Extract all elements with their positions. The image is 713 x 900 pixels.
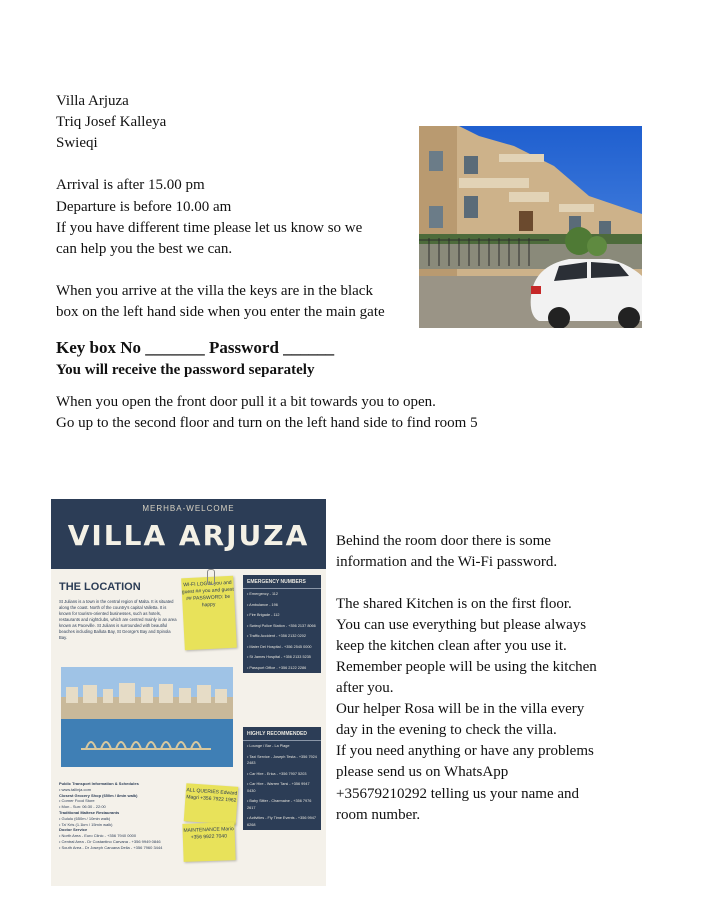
- arrival-text: Arrival is after 15.00 pm: [56, 177, 205, 193]
- info-line: Our helper Rosa will be in the villa every: [336, 701, 585, 717]
- info-line: Behind the room door there is some: [336, 533, 551, 549]
- emergency-item: • Mater Dei Hospital - +356 2545 0000: [247, 644, 312, 649]
- emergency-item: • Swieqi Police Station - +356 2137 8066: [247, 623, 316, 628]
- transport-line: • Central Area - Dr Costantino Carvana - +356 9949 0846: [59, 838, 161, 844]
- transport-line: • www.tallinja.com: [59, 786, 92, 792]
- emergency-panel: [243, 575, 321, 673]
- info-line: please send us on WhatsApp: [336, 764, 509, 780]
- recommended-item: • Activities - Fly Time Events - +356 9947 6268: [247, 816, 316, 827]
- villa-photo-image: [419, 126, 642, 328]
- transport-line: • Corner Food Store: [59, 798, 95, 804]
- villa-photo: [419, 126, 642, 328]
- recommended-panel: [243, 727, 321, 830]
- emergency-item: • St James Hospital - +356 2133 5235: [247, 655, 311, 659]
- transport-info: [59, 781, 189, 851]
- transport-line: • South Area - Dr Joseph Caruana Delia - +356 7960 3444: [59, 844, 163, 850]
- poster-welcome: MERHBA-WELCOME: [142, 504, 235, 513]
- recommended-heading: HIGHLY RECOMMENDED: [243, 727, 321, 741]
- info-line: after you.: [336, 680, 394, 696]
- info-line: The shared Kitchen is on the first floor.: [336, 596, 572, 612]
- emergency-item: • Passport Office - +356 2122 2286: [247, 665, 307, 670]
- info-line: day in the evening to check the villa.: [336, 722, 557, 738]
- recommended-item: • Taxi Service - Joseph Testa - +356 7924 2483: [247, 754, 317, 765]
- emergency-item: • Fire Brigade - 112: [247, 613, 280, 617]
- transport-line: Traditional Maltese Restaurants: [59, 809, 120, 815]
- keys-text-2: box on the left hand side when you enter the main gate: [56, 304, 385, 320]
- transport-line: Public Transport Information & Schedules: [59, 781, 139, 786]
- info-line: keep the kitchen clean after you use it.: [336, 638, 567, 654]
- wifi-sticky-note: WI-FI LOGIN you and guest ## you and guest ## PASSWORD: be happy: [181, 576, 237, 651]
- transport-line: Doctor Service: [59, 827, 88, 833]
- whatsapp-number-line: +35679210292 telling us your name and: [336, 786, 580, 802]
- transport-line: • Mon - Sun: 06:30 - 22:00: [59, 804, 106, 810]
- transport-line: • Ta' Kris (1.1km / 15min walk): [59, 821, 113, 827]
- poster-header: [51, 499, 326, 569]
- queries-sticky-note: ALL QUERIES Edward Magri +356 7922 1962: [184, 783, 239, 825]
- recommended-item: • Lounge / Bar - La Plage: [247, 744, 290, 748]
- password-note: You will receive the password separately: [56, 362, 315, 378]
- recommended-item: • Car Hire - Erica - +356 7907 5203: [247, 771, 307, 776]
- poster-photo: [61, 667, 233, 767]
- keys-text-1: When you arrive at the villa the keys are in the black: [56, 283, 373, 299]
- transport-line: Closest Grocery Shop (650m / 8min walk): [59, 792, 138, 798]
- welcome-poster: [51, 499, 326, 886]
- info-line: If you need anything or have any problems: [336, 743, 594, 759]
- emergency-item: • Ambulance - 196: [247, 602, 278, 607]
- door-text-2: Go up to the second floor and turn on the left hand side to find room 5: [56, 415, 478, 431]
- location-heading: THE LOCATION: [59, 581, 141, 593]
- emergency-heading: EMERGENCY NUMBERS: [243, 575, 321, 589]
- transport-line: • Gululu (650m / 10min walk): [59, 815, 111, 821]
- recommended-item: • Baby Sitter - Charmaine - +356 7976 2617: [247, 799, 312, 810]
- help-text: can help you the best we can.: [56, 241, 233, 257]
- transport-line: • North Area - Euro Clinic - +356 7940 0000: [59, 833, 137, 839]
- emergency-item: • Traffic Accident - +356 2132 0202: [247, 634, 306, 638]
- address-line-3: Swieqi: [56, 135, 98, 151]
- recommended-item: • Car Hire - Warren Tarsi - +356 9947 0430: [247, 782, 310, 793]
- door-text-1: When you open the front door pull it a bit towards you to open.: [56, 394, 436, 410]
- poster-title: VILLA ARJUZA: [67, 519, 310, 552]
- paperclip-icon: [207, 569, 215, 585]
- address-line-1: Villa Arjuza: [56, 93, 129, 109]
- info-line: room number.: [336, 807, 421, 823]
- address-line-2: Triq Josef Kalleya: [56, 114, 167, 130]
- emergency-item: • Emergency - 112: [247, 592, 279, 596]
- keybox-line: Key box No _______ Password ______: [56, 338, 335, 357]
- departure-text: Departure is before 10.00 am: [56, 199, 232, 215]
- maintenance-sticky-note: MAINTENANCE Mario +356 9922 7040: [182, 822, 235, 862]
- info-line: You can use everything but please always: [336, 617, 587, 633]
- info-line: Remember people will be using the kitchen: [336, 659, 597, 675]
- poster-photo-image: [61, 667, 233, 767]
- info-line: information and the Wi-Fi password.: [336, 554, 558, 570]
- different-time-text: If you have different time please let us know so we: [56, 220, 363, 236]
- location-text: St Julians is a town in the central region of Malta. It is situated along the coast. North of the country's capital Valletta. It is known for tourism-oriented businesses, such as hotels, restaurants and nightclubs, which are centred mainly in an area known as Paceville. St Julians is surrounded with beautiful beaches including Balluta Bay, St George's Bay and Spinola Bay.: [59, 599, 177, 640]
